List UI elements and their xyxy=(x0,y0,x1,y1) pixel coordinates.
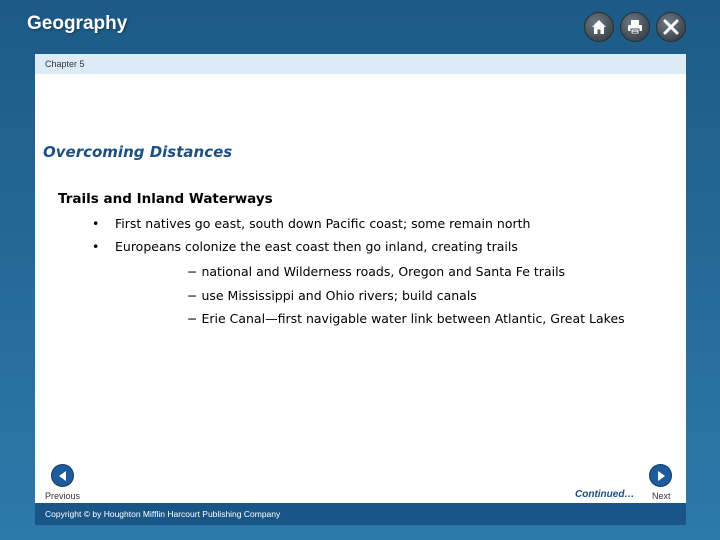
sub-list-item: − use Mississippi and Ohio rivers; build canals xyxy=(187,288,477,303)
continued-label: Continued… xyxy=(575,489,635,500)
section-heading: Overcoming Distances xyxy=(43,143,233,161)
app-title: Geography xyxy=(27,13,128,34)
next-label[interactable]: Next xyxy=(652,491,671,501)
subheading: Trails and Inland Waterways xyxy=(58,191,273,207)
previous-arrow-icon xyxy=(57,470,69,482)
slide-content xyxy=(35,54,686,503)
print-button[interactable] xyxy=(620,12,650,42)
bullet-text: Europeans colonize the east coast then go inland, creating trails xyxy=(115,239,518,254)
footer-bar xyxy=(35,503,686,525)
close-button[interactable] xyxy=(656,12,686,42)
next-button[interactable] xyxy=(649,464,672,487)
bullet-text: First natives go east, south down Pacific coast; some remain north xyxy=(115,216,531,231)
bullet-icon: • xyxy=(92,216,100,231)
home-button[interactable] xyxy=(584,12,614,42)
previous-button[interactable] xyxy=(51,464,74,487)
sub-list-item: − national and Wilderness roads, Oregon and Santa Fe trails xyxy=(187,264,566,279)
toolbar xyxy=(584,12,686,42)
previous-label[interactable]: Previous xyxy=(45,491,81,501)
home-icon xyxy=(590,18,608,36)
close-icon xyxy=(662,18,680,36)
bullet-icon: • xyxy=(92,239,100,254)
next-arrow-icon xyxy=(655,470,667,482)
chapter-label: Chapter 5 xyxy=(45,59,85,69)
chapter-bar xyxy=(35,54,686,74)
copyright-text: Copyright © by Houghton Mifflin Harcourt Publishing Company xyxy=(45,509,281,519)
sub-list-item: − Erie Canal—first navigable water link between Atlantic, Great Lakes xyxy=(187,311,625,326)
print-icon xyxy=(626,18,644,36)
